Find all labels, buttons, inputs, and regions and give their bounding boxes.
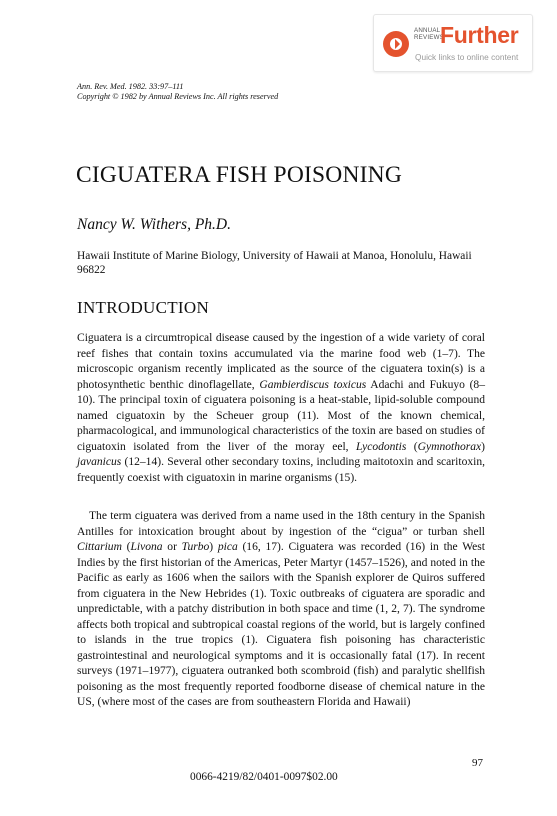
- species-name: Livona: [130, 541, 163, 553]
- further-badge[interactable]: [373, 14, 533, 72]
- article-title: CIGUATERA FISH POISONING: [76, 162, 402, 188]
- annual-reviews-label: ANNUAL REVIEWS: [414, 27, 444, 41]
- text-run: or: [162, 541, 182, 553]
- journal-citation: [77, 82, 278, 102]
- text-run: (12–14). Several other secondary toxins, including maitotoxin and scaritoxin, frequently coexist with ciguatoxin in marine organisms (15).: [77, 456, 485, 484]
- circle-arrow-icon: [382, 30, 410, 58]
- author-affiliation: Hawaii Institute of Marine Biology, University of Hawaii at Manoa, Honolulu, Hawaii 96822: [77, 250, 472, 277]
- text-run: Adachi and Fukuyo (8–10). The principal toxin of ciguatera poisoning is a heat-stable, lipid-soluble compound named ciguatoxin by the Scheuer group (11). Most of the known chemical, pharmacological, and immunological characteristics of the toxin are based on studies of ciguatoxin isolated from the liver of the moray eel,: [77, 378, 485, 453]
- article-code: 0066-4219/82/0401-0097$02.00: [190, 771, 338, 783]
- author-name: Nancy W. Withers, Ph.D.: [77, 216, 231, 233]
- species-name: Gymnothorax: [417, 440, 482, 453]
- species-name: Gambierdiscus toxicus: [259, 378, 367, 391]
- text-run: (: [121, 541, 131, 553]
- species-name: Lycodontis: [356, 440, 407, 453]
- text-run: (16, 17). Ciguatera was recorded (16) in the West Indies by the first historian of the Americas, Peter Martyr (1457–1526), and noted in the Pacific as early as 1606 when the sailors with the Spanish explorer de Quiros suffered from ciguatera in the New Hebrides (1). Toxic outbreaks of ciguatera are sporadic and unpredictable, with a patchy distribution in both space and time (1, 2, 7). The syndrome affects both tropical and subtropical coastal regions of the world, but is largely confined to islands in the true tropics (1). Ciguatera fish poisoning has characteristic gastrointestinal and neurological symptoms and it is occasionally fatal (17). In recent surveys (1971–1977), ciguatera outranked both scombroid (fish) and paralytic shellfish poisoning as the most frequently reported foodborne disease of chemical nature in the US, (where most of the cases are from southeastern Florida and Hawaii): [77, 541, 485, 708]
- species-name: pica: [217, 541, 238, 553]
- species-name: javanicus: [77, 456, 122, 468]
- page-number: 97: [472, 757, 483, 769]
- further-label: Further: [440, 22, 519, 48]
- paragraph-1: [77, 331, 485, 486]
- citation-line-1: Ann. Rev. Med. 1982. 33:97–111: [77, 82, 184, 91]
- species-name: Cittarium: [77, 541, 122, 553]
- citation-line-2: Copyright © 1982 by Annual Reviews Inc. All rights reserved: [77, 92, 279, 101]
- text-run: ): [209, 541, 218, 553]
- species-name: Turbo: [181, 541, 210, 553]
- text-run: ): [481, 440, 485, 453]
- text-run: (: [406, 440, 418, 453]
- text-run: The term ciguatera was derived from a name used in the 18th century in the Spanish Antilles for intoxication brought about by ingestion of the “cigua” or turban shell: [77, 510, 485, 538]
- section-heading: INTRODUCTION: [77, 298, 210, 317]
- text-run: Ciguatera is a circumtropical disease caused by the ingestion of a wide variety of coral reef fishes that contain toxins accumulated via the marine food web (1–7). The microscopic organism recently implicated as the source of the ciguatera toxin(s) is a photosynthetic benthic dinoflagellate,: [77, 332, 485, 391]
- further-subtitle: Quick links to online content: [415, 52, 519, 62]
- paragraph-2: [77, 509, 485, 711]
